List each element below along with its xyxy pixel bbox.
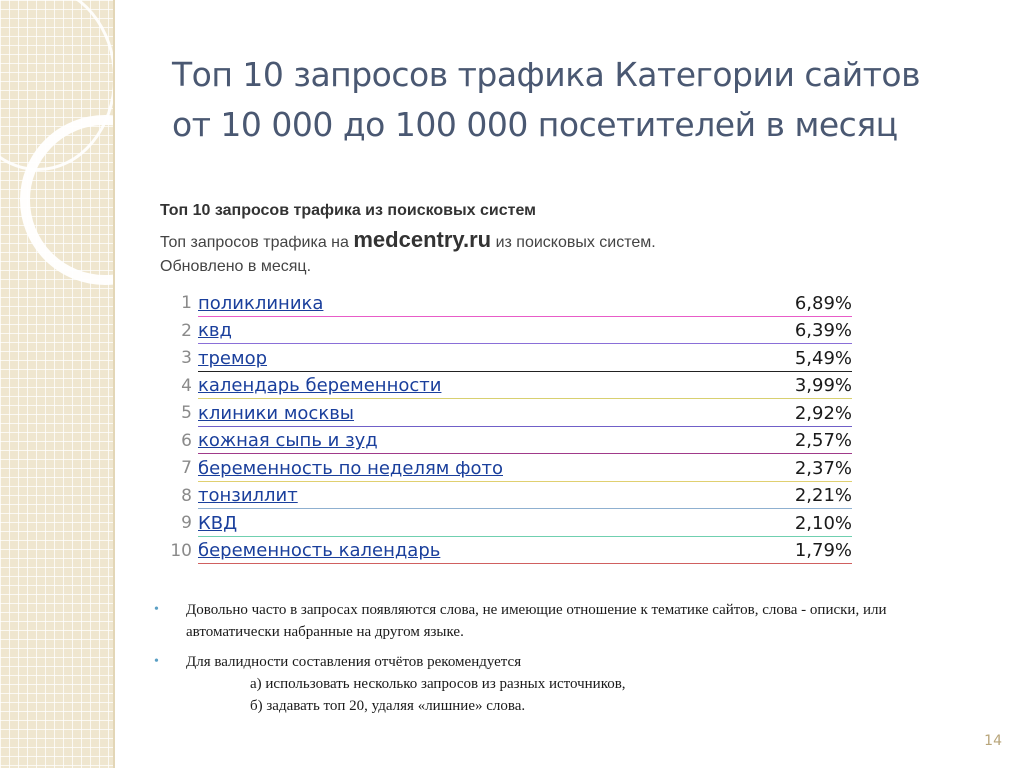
row-divider [198, 508, 852, 509]
row-divider [198, 536, 852, 537]
panel-description-prefix: Топ запросов трафика на [160, 234, 349, 251]
table-row [168, 538, 852, 566]
table-row [168, 318, 852, 346]
rank-number: 10 [170, 540, 192, 561]
table-row [168, 510, 852, 538]
query-link[interactable]: квд [198, 320, 232, 342]
rank-number: 5 [181, 403, 192, 424]
share-value: 2,57% [794, 430, 852, 452]
site-name: medcentry.ru [353, 227, 492, 252]
query-link[interactable]: кожная сыпь и зуд [198, 430, 378, 452]
queries-table [168, 290, 852, 565]
query-link[interactable]: календарь беременности [198, 375, 442, 397]
slide-title [172, 50, 992, 150]
bullet-icon: • [154, 602, 159, 617]
share-value: 1,79% [794, 540, 852, 562]
query-link[interactable]: поликлиника [198, 292, 324, 314]
query-link[interactable]: тремор [198, 347, 268, 369]
table-row [168, 400, 852, 428]
table-row [168, 290, 852, 318]
update-frequency: Обновлено в месяц. [160, 258, 312, 275]
row-divider [198, 563, 852, 564]
notes-list [154, 599, 974, 725]
query-link[interactable]: тонзиллит [198, 485, 298, 507]
panel-description [160, 228, 860, 255]
bullet-icon: • [154, 654, 159, 669]
page-number: 14 [984, 733, 1002, 749]
panel-description-suffix: из поисковых систем. [495, 234, 656, 251]
row-divider [198, 371, 852, 372]
note-item [154, 599, 974, 643]
query-link[interactable]: беременность по неделям фото [198, 457, 503, 479]
slide-title-line-2: от 10 000 до 100 000 посетителей в месяц [172, 105, 898, 144]
note-subitem: а) использовать несколько запросов из разных источников, [250, 676, 626, 692]
rank-number: 8 [181, 485, 192, 506]
row-divider [198, 343, 852, 344]
share-value: 2,92% [794, 402, 852, 424]
rank-number: 3 [181, 348, 192, 369]
rank-number: 4 [181, 375, 192, 396]
rank-number: 1 [181, 293, 192, 314]
query-link[interactable]: клиники москвы [198, 402, 355, 424]
rank-number: 7 [181, 458, 192, 479]
table-row [168, 483, 852, 511]
share-value: 5,49% [794, 347, 852, 369]
row-divider [198, 398, 852, 399]
row-divider [198, 426, 852, 427]
table-row [168, 345, 852, 373]
share-value: 6,89% [794, 292, 852, 314]
table-row [168, 428, 852, 456]
rank-number: 2 [181, 320, 192, 341]
row-divider [198, 316, 852, 317]
sidebar-divider [113, 0, 115, 768]
share-value: 3,99% [794, 375, 852, 397]
row-divider [198, 453, 852, 454]
note-subitem: б) задавать топ 20, удаляя «лишние» слова. [250, 698, 526, 714]
query-link[interactable]: беременность календарь [198, 540, 441, 562]
decorative-sidebar [0, 0, 113, 768]
note-text: Для валидности составления отчётов рекомендуется [186, 654, 522, 670]
table-row [168, 455, 852, 483]
share-value: 2,10% [794, 512, 852, 534]
traffic-panel [160, 202, 860, 279]
share-value: 2,37% [794, 457, 852, 479]
note-text: Довольно часто в запросах появляются слова, не имеющие отношение к тематике сайтов, слова - описки, или автоматически набранные на другом языке. [186, 602, 887, 640]
row-divider [198, 481, 852, 482]
table-row [168, 373, 852, 401]
share-value: 2,21% [794, 485, 852, 507]
query-link[interactable]: КВД [198, 512, 238, 534]
rank-number: 9 [181, 513, 192, 534]
panel-heading: Топ 10 запросов трафика из поисковых систем [160, 202, 536, 219]
share-value: 6,39% [794, 320, 852, 342]
rank-number: 6 [181, 430, 192, 451]
slide-title-line-1: Топ 10 запросов трафика Категории сайтов [172, 55, 921, 94]
note-item [154, 651, 974, 717]
